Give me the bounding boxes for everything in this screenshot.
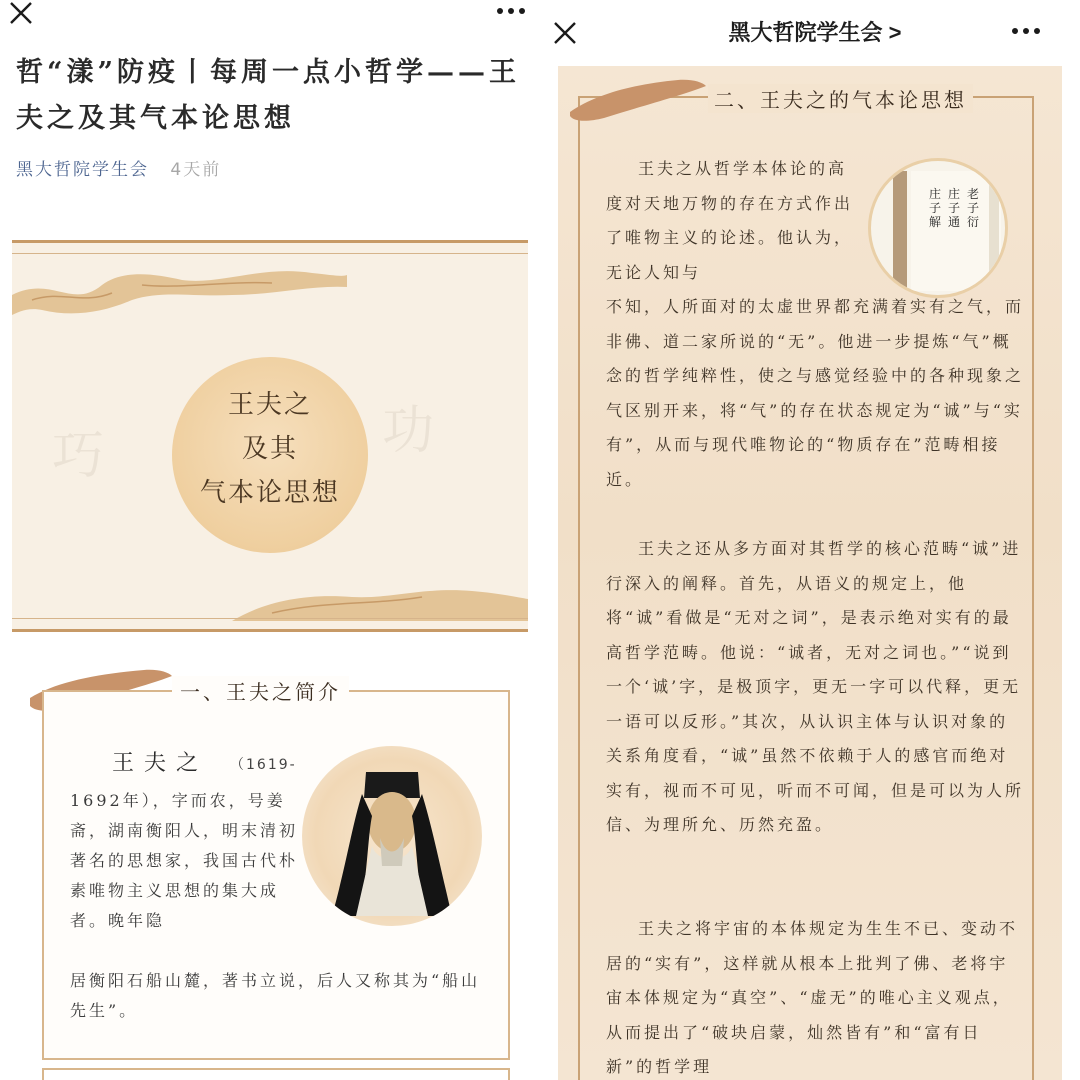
body-paragraph: 王夫之从哲学本体论的高度对天地万物的存在方式作出了唯物主义的论述。他认为，无论人知与 <box>606 159 854 282</box>
next-frame <box>42 1068 510 1080</box>
book-label: 庄子解 <box>929 187 942 229</box>
cover-divider <box>12 618 528 619</box>
brush-stroke-decoration <box>568 72 708 128</box>
book-label: 老子衍 <box>967 187 980 229</box>
cover-title-line: 及其 <box>241 434 298 464</box>
intro-paragraph: 1692年），字而农，号姜斋，湖南衡阳人，明末清初著名的思想家，我国古代朴素唯物主义思想的集大成者。晚年隐 <box>70 791 299 930</box>
portrait-image <box>302 746 482 926</box>
intro-section <box>12 650 528 1080</box>
cloud-ornament-top <box>12 255 352 325</box>
author-link[interactable]: 黑大哲院学生会 <box>16 160 149 180</box>
body-paragraph: 王夫之将宇宙的本体规定为生生不已、变动不居的“实有”，这样就从根本上批判了佛、老将宇宙本体规定为“真空”、“虚无”的唯心主义观点，从而提出了“破块启蒙，灿然皆有”和“富有日新”的哲学理 <box>606 919 1019 1076</box>
section-heading: 二、王夫之的气本论思想 <box>708 84 973 113</box>
cover-divider <box>12 253 528 254</box>
close-icon[interactable] <box>8 0 34 30</box>
more-icon[interactable] <box>1012 28 1040 34</box>
cover-title-line: 王夫之 <box>227 390 312 420</box>
intro-paragraph: 居衡阳石船山麓，著书立说，后人又称其为“船山先生”。 <box>70 971 481 1020</box>
book-image <box>868 158 1008 298</box>
cover-title <box>172 383 368 515</box>
article-body <box>558 66 1062 1080</box>
cover-watermark: 功 <box>382 401 435 461</box>
intro-years: （1619- <box>230 757 297 773</box>
more-icon[interactable] <box>497 8 525 14</box>
cloud-ornament-bottom <box>232 583 528 623</box>
body-paragraph: 王夫之还从多方面对其哲学的核心范畴“诚”进行深入的阐释。首先，从语义的规定上，他将“诚”看做是“无对之词”，是表示绝对实有的最高哲学范畴。他说：“诚者，无对之词也。”“说到一个‘诚’字，是极顶字，更无一字可以代释，更无一语可以反形。”其次，从认识主体与认识对象的关系角度看，“诚”虽然不依赖于人的感官而绝对实有，视而不可见，听而不可闻，但是可以为人所信、为理所允、历然充盈。 <box>606 539 1025 834</box>
account-title[interactable]: 黑大哲院学生会 > <box>728 20 902 45</box>
book-label: 庄子通 <box>948 187 961 229</box>
intro-name: 王夫之 <box>112 751 209 776</box>
scholar-portrait-icon <box>302 746 482 926</box>
book-cover-icon <box>871 161 1008 298</box>
article-meta <box>16 155 221 180</box>
article-title: 哲“漾”防疫丨每周一点小哲学——王夫之及其气本论思想 <box>16 57 521 134</box>
cover-title-line: 气本论思想 <box>199 478 340 508</box>
body-paragraph: 不知，人所面对的太虚世界都充满着实有之气，而非佛、道二家所说的“无”。他进一步提炼“气”概念的哲学纯粹性，使之与感觉经验中的各种现象之气区别开来，将“气”的存在状态规定为“诚”与“实有”，从而与现代唯物论的“物质存在”范畴相接近。 <box>606 297 1025 489</box>
panel-divider <box>540 0 550 1080</box>
publish-time: 4天前 <box>170 160 222 180</box>
cover-watermark: 巧 <box>52 426 105 486</box>
cover-image <box>12 240 528 632</box>
section-heading: 一、王夫之简介 <box>172 676 349 705</box>
right-article-view <box>550 0 1080 1080</box>
